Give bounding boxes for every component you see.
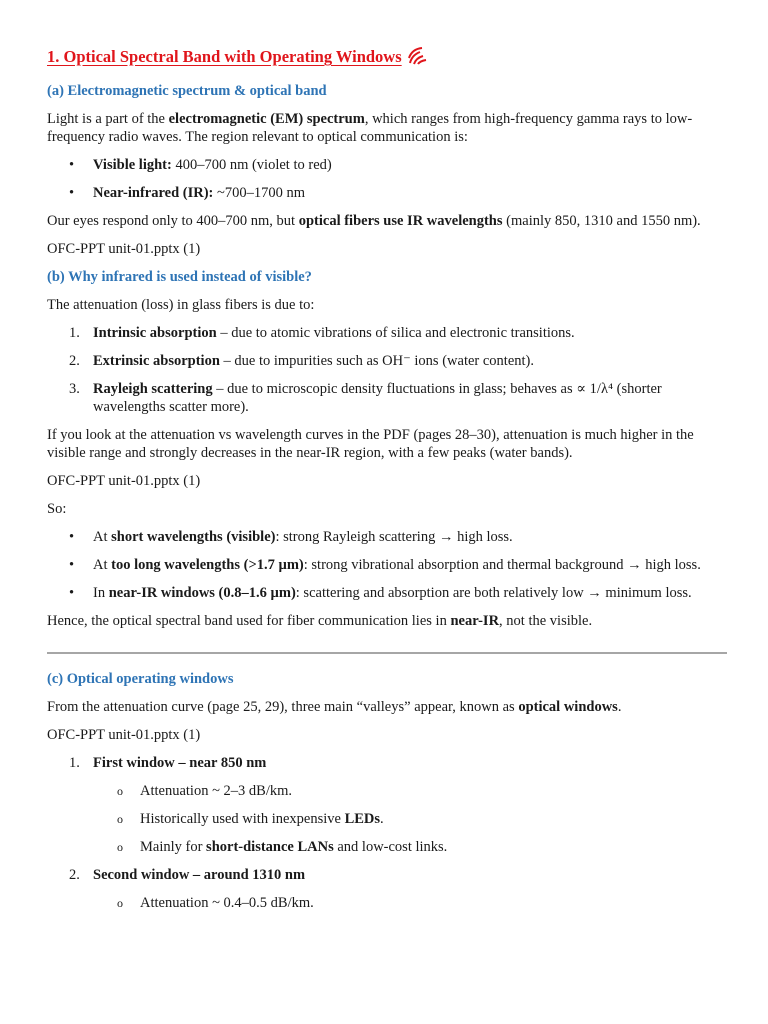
circle-bullet-icon: o [117,896,123,910]
horizontal-divider [47,652,727,654]
intro-bold: electromagnetic (EM) spectrum [168,111,365,127]
sub-text: Attenuation ~ 2–3 dB/km. [140,783,293,799]
bullet-bold: short wavelengths (visible) [111,529,276,545]
list-item [47,528,727,546]
section-a-bullets [47,156,727,202]
list-item [47,782,727,800]
list-item [47,184,727,202]
bullet-icon: • [69,557,75,573]
item-bold: Rayleigh scattering [93,381,213,397]
bullet-pre: At [93,529,112,545]
intro-text: From the attenuation curve (page 25, 29), three main “valleys” appear, known as [47,699,519,715]
list-item [47,380,727,416]
signal-waves-icon [408,47,430,65]
section-c-windows-2 [47,866,727,884]
item-bold: Intrinsic absorption [93,325,217,341]
section-b-causes [47,324,727,416]
list-number: 2. [69,353,80,369]
source-reference: OFC-PPT unit-01.pptx (1) [47,727,201,743]
bullet-text: 400–700 nm (violet to red) [171,157,332,173]
hence-text-2: , not the visible. [499,613,593,629]
item-bold: Extrinsic absorption [93,353,220,369]
list-number: 2. [69,867,80,883]
list-item [47,324,727,342]
circle-bullet-icon: o [117,784,123,798]
window-item [47,754,727,772]
bullet-bold: Near-infrared (IR): [93,185,214,201]
intro-text: Light is a part of the [47,111,169,127]
eyes-text: Our eyes respond only to 400–700 nm, but [47,213,299,229]
window-label: First window – near 850 nm [93,755,267,771]
window-label: Second window – around 1310 nm [93,867,306,883]
bullet-bold: too long wavelengths (>1.7 µm) [111,557,304,573]
bullet-bold: near-IR windows (0.8–1.6 µm) [108,585,296,601]
bullet-icon: • [69,157,75,173]
eyes-text-2: (mainly 850, 1310 and 1550 nm). [502,213,701,229]
bullet-text: : strong Rayleigh scattering → high loss. [275,529,513,545]
circle-bullet-icon: o [117,840,123,854]
section-c-heading: (c) Optical operating windows [47,671,234,687]
sub-text: Historically used with inexpensive [140,811,345,827]
item-text: – due to microscopic density fluctuations in glass; behaves as ∝ 1/λ⁴ (shorter wavelengths scatter more). [93,381,662,415]
list-item [47,352,727,370]
section-a-intro [47,110,727,146]
bullet-icon: • [69,585,75,601]
bullet-text: : scattering and absorption are both relatively low → minimum loss. [295,585,692,601]
window-2-details [47,894,727,912]
eyes-bold: optical fibers use IR wavelengths [298,213,503,229]
page-title [47,44,430,70]
page-title-text: 1. Optical Spectral Band with Operating Windows [47,47,402,66]
sub-bold: short-distance LANs [206,839,334,855]
list-item [47,894,727,912]
list-item [47,156,727,174]
bullet-bold: Visible light: [93,157,172,173]
bullet-icon: • [69,185,75,201]
source-reference: OFC-PPT unit-01.pptx (1) [47,241,201,257]
circle-bullet-icon: o [117,812,123,826]
sub-after: . [380,811,384,827]
section-b-curves: If you look at the attenuation vs wavelength curves in the PDF (pages 28–30), attenuation is much higher in the visible range and strongly decreases in the near-IR region, with a few peaks (water bands). [47,427,694,461]
sub-bold: LEDs [344,811,381,827]
source-reference: OFC-PPT unit-01.pptx (1) [47,473,201,489]
sub-after: and low-cost links. [333,839,448,855]
section-b-heading: (b) Why infrared is used instead of visible? [47,269,312,285]
window-item [47,866,727,884]
intro-text-2: . [617,699,622,715]
section-b-bullets [47,528,727,602]
bullet-pre: At [93,557,112,573]
bullet-text: ~700–1700 nm [213,185,306,201]
list-number: 1. [69,755,80,771]
intro-text-2: , which ranges from high-frequency gamma rays to low-frequency radio waves. The region relevant to optical communication is: [47,111,693,145]
list-item [47,584,727,602]
list-item [47,810,727,828]
hence-text: Hence, the optical spectral band used for fiber communication lies in [47,613,451,629]
list-number: 1. [69,325,80,341]
section-c-intro [47,698,727,716]
section-a-heading: (a) Electromagnetic spectrum & optical band [47,83,327,99]
window-1-details [47,782,727,856]
bullet-icon: • [69,529,75,545]
list-number: 3. [69,381,80,397]
bullet-pre: In [93,585,109,601]
list-item [47,838,727,856]
bullet-text: : strong vibrational absorption and thermal background → high loss. [303,557,701,573]
item-text: – due to atomic vibrations of silica and electronic transitions. [216,325,575,341]
section-c-windows [47,754,727,772]
document-page [47,44,727,912]
hence-bold: near-IR [450,613,500,629]
section-b-so: So: [47,501,67,517]
item-text: – due to impurities such as OH⁻ ions (water content). [219,353,534,369]
section-a-eyes [47,212,727,230]
section-b-hence [47,612,727,630]
section-b-intro: The attenuation (loss) in glass fibers is due to: [47,297,315,313]
intro-bold: optical windows [518,699,618,715]
sub-text: Mainly for [140,839,207,855]
sub-text: Attenuation ~ 0.4–0.5 dB/km. [140,895,314,911]
list-item [47,556,727,574]
